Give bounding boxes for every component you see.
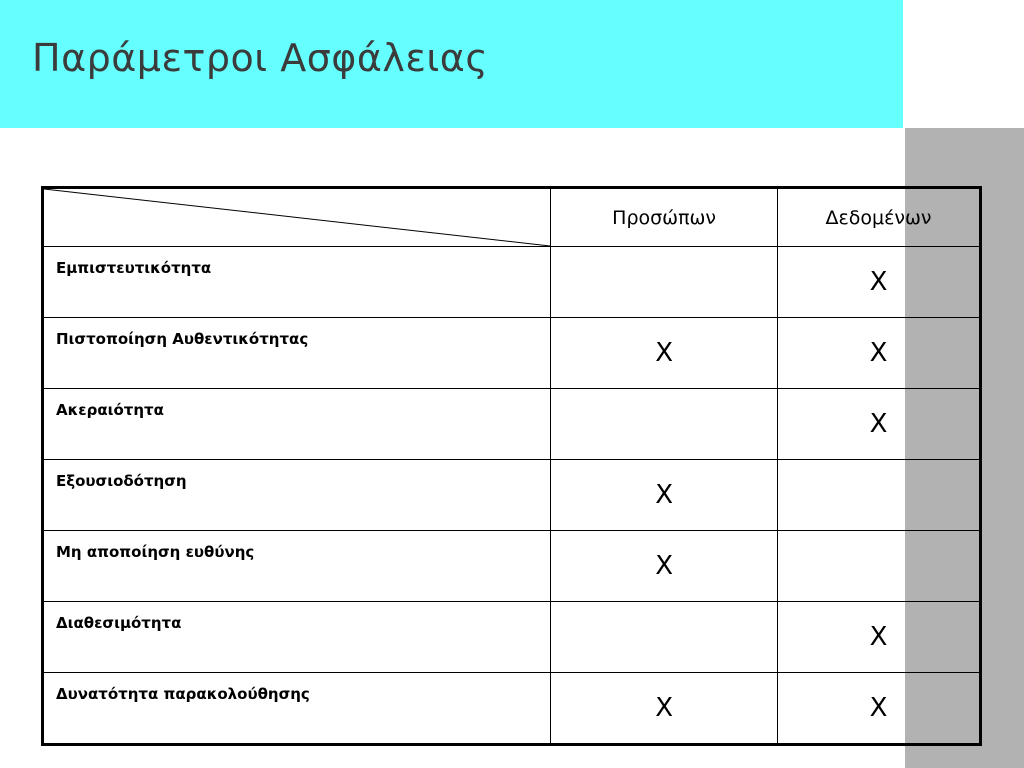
diagonal-corner-cell [43,188,551,247]
data-cell: X [778,389,981,460]
security-parameters-table [41,186,982,746]
data-cell [778,531,981,602]
persons-cell: X [551,460,778,531]
row-label: Εμπιστευτικότητα [43,247,551,318]
persons-cell [551,389,778,460]
row-label: Διαθεσιμότητα [43,602,551,673]
diagonal-line [44,189,550,246]
table-row [43,247,981,318]
data-cell [778,460,981,531]
persons-cell [551,247,778,318]
data-cell: X [778,247,981,318]
table-row [43,602,981,673]
table-row [43,531,981,602]
persons-cell: X [551,531,778,602]
column-header-data: Δεδομένων [778,188,981,247]
table-row [43,389,981,460]
row-label: Πιστοποίηση Αυθεντικότητας [43,318,551,389]
data-cell: X [778,318,981,389]
persons-cell: X [551,318,778,389]
persons-cell [551,602,778,673]
data-cell: X [778,673,981,745]
data-cell: X [778,602,981,673]
row-label: Δυνατότητα παρακολούθησης [43,673,551,745]
column-header-persons: Προσώπων [551,188,778,247]
row-label: Εξουσιοδότηση [43,460,551,531]
table-header-row [43,188,981,247]
persons-cell: X [551,673,778,745]
title-band [0,0,903,128]
table-row [43,318,981,389]
table-row [43,460,981,531]
row-label: Ακεραιότητα [43,389,551,460]
row-label: Μη αποποίηση ευθύνης [43,531,551,602]
slide-title: Παράμετροι Ασφάλειας [32,36,489,80]
table-row [43,673,981,745]
